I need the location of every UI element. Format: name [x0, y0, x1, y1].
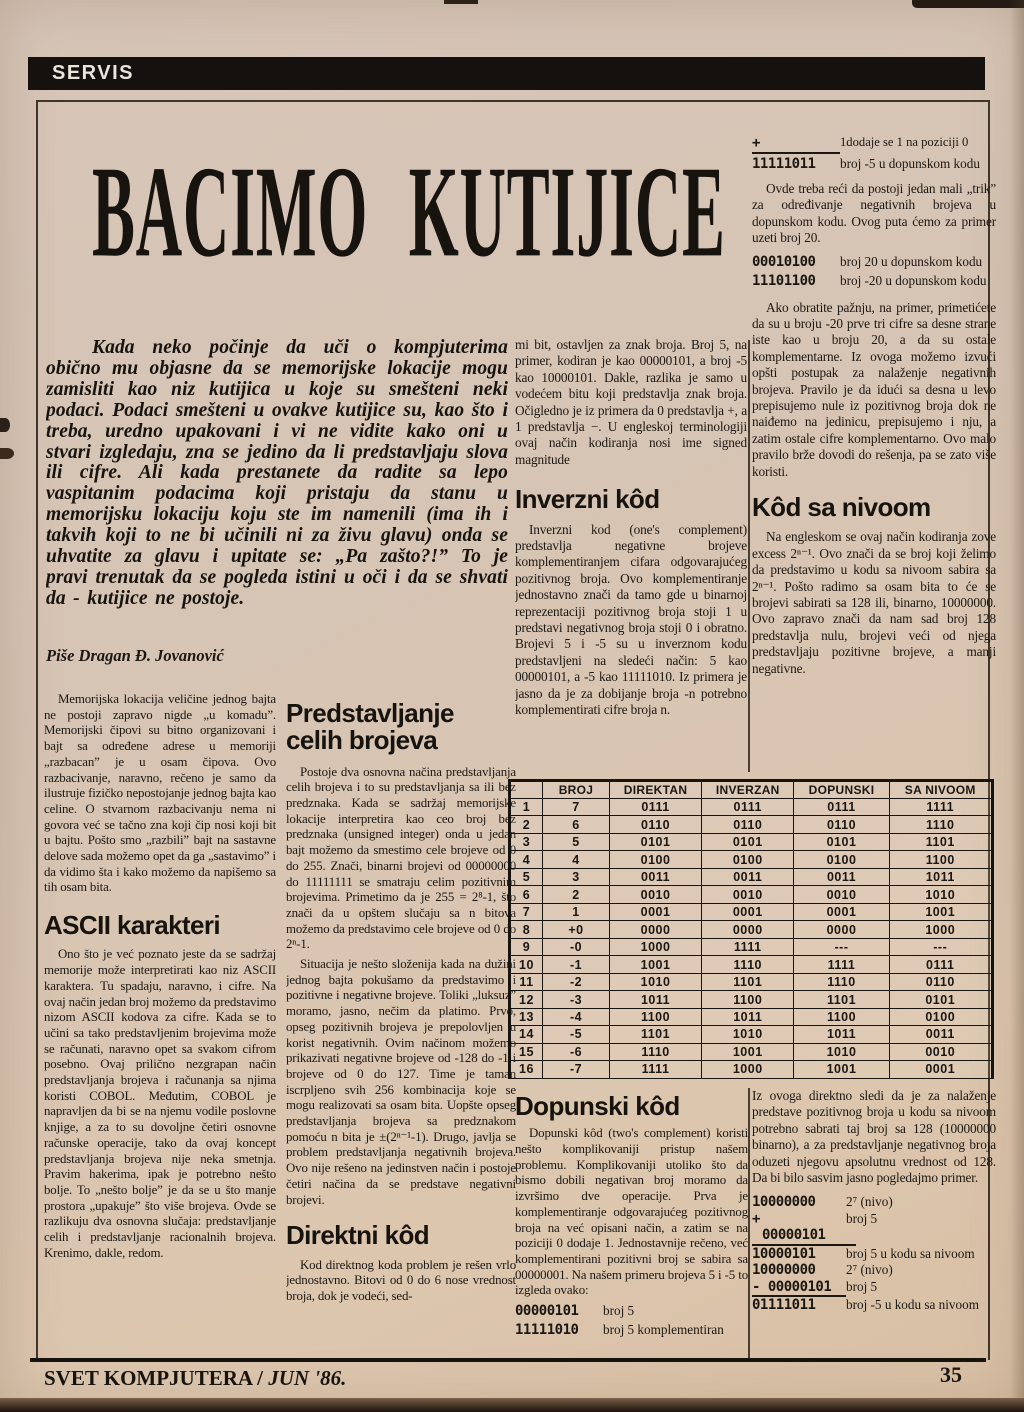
heading-complement-code: Dopunski kôd [515, 1093, 680, 1121]
table-cell: 6 [510, 886, 543, 903]
table-cell: 0011 [889, 1026, 992, 1043]
table-cell: 1111 [702, 938, 794, 955]
table-cell: 1010 [702, 1026, 794, 1043]
table-cell: 3 [510, 833, 543, 850]
table-cell: 0000 [610, 921, 702, 938]
binary-value: 11111010 [515, 1322, 579, 1339]
table-row [510, 938, 993, 955]
table-cell: 1011 [610, 991, 702, 1008]
table-row [510, 833, 993, 850]
table-cell: 1 [510, 798, 543, 815]
column-4 [752, 133, 996, 775]
table-cell: -5 [543, 1026, 610, 1043]
binary-value: + [752, 134, 840, 154]
table-cell [889, 1078, 992, 1079]
table-cell: 2 [543, 886, 610, 903]
paragraph-inverse: Inverzni kod (one's complement) predstavlja negativne brojeve komplementiranjem cifara odgovarajućeg pozitivnog broja. Ovo komplementiranje jednostavno znači da tamo gde u binarnoj reprezentaciji pozitivnog broja stoji 1 u predstavi negativnog broja stoji 0 i obratno. Brojevi 5 i -5 su u inverznom kodu predstavljeni na sledeći način: 5 kao 00000101, a -5 kao 11111010. Iz primera je jasno da je za dobijanje broja -n potrebno komplementirati cifre broja n. [515, 521, 747, 718]
table-cell: 1000 [702, 1061, 794, 1078]
binary-value: + [752, 1210, 760, 1227]
magazine-name: SVET KOMPJUTERA / [44, 1366, 263, 1390]
table-cell: 1001 [794, 1061, 889, 1078]
table-cell: 0011 [610, 868, 702, 885]
table-row [510, 1008, 993, 1025]
code-label: broj -20 u dopunskom kodu [840, 272, 987, 288]
table-cell: 1110 [889, 816, 992, 833]
table-cell: 1001 [702, 1043, 794, 1060]
table-cell: 1000 [610, 938, 702, 955]
table-cell: 0010 [889, 1043, 992, 1060]
article-title: BACIMO KUTIJICE [92, 138, 726, 284]
table-cell: 3 [543, 868, 610, 885]
column-3 [515, 337, 747, 774]
table-cell: +0 [543, 921, 610, 938]
code-line [752, 1262, 996, 1279]
binary-value: 11111011 [752, 156, 816, 172]
table-row [510, 1078, 993, 1079]
heading-inverse-code: Inverzni kôd [515, 484, 660, 515]
code-line [752, 155, 996, 173]
table-cell: -2 [543, 973, 610, 990]
table-cell [610, 1078, 702, 1079]
table-cell: 9 [510, 938, 543, 955]
table-cell: 0110 [610, 816, 702, 833]
table-cell: -7 [543, 1061, 610, 1078]
table-cell: 0010 [794, 886, 889, 903]
table-cell: 15 [510, 1043, 543, 1060]
table-row [510, 921, 993, 938]
table-row [510, 973, 993, 990]
table-cell: 1011 [702, 1008, 794, 1025]
table-row [510, 798, 993, 815]
code-label: broj -5 u dopunskom kodu [840, 156, 980, 171]
table-cell: --- [889, 938, 992, 955]
binary-value: 00000101 [752, 1227, 856, 1246]
column-divider [748, 1088, 750, 1358]
scan-edge-shade [0, 1398, 1024, 1412]
table-cell: 6 [543, 816, 610, 833]
code-label: broj 5 u kodu sa nivoom [846, 1245, 975, 1261]
table-header-cell: BROJ [543, 781, 610, 799]
table-row [510, 903, 993, 920]
binary-value: 00010100 [752, 253, 816, 270]
table-cell: 4 [510, 851, 543, 868]
table-cell: 0101 [702, 833, 794, 850]
table-cell: 0111 [794, 798, 889, 815]
table-header-cell: SA NIVOOM [889, 781, 992, 799]
table-cell: 2 [510, 816, 543, 833]
table-cell: 0010 [702, 886, 794, 903]
heading-ascii: ASCII karakteri [44, 910, 220, 941]
paragraph-rule: Ako obratite pažnju, na primer, primetićete da su u broju -20 prve tri cifre sa desne strane iste kao u broju 20, a da su ostale komplementarne. Iz ovoga možemo izvući opšti postupak za nalaženje negativnih brojeva. Pravilo je da idući sa desna u levo prepisujemo nule iz pozitivnog broja dok ne naiđemo na jedinicu, prepisujemo i nju, a zatim ostale cifre komplementarno. Ovo malo pravilo brže dovodi do rešenja, pa se zato više koristi. [752, 299, 996, 479]
table-cell: 1101 [610, 1026, 702, 1043]
binary-value: 11101100 [752, 272, 816, 289]
paragraph-signed: Situacija je nešto složenija kada na dužini jednog bajta pokušamo da predstavimo i pozitivne i negativne brojeve. Toliki „luksuz” moramo, jasno, nečim da platimo. Prvo, opseg pozitivnih brojeva je prepolovljen u korist negativnih. Ovim načinom možemo prikazivati negativne brojeve od -128 do -1 i brojeve od 0 do 127. Time je taman iscrpljeno svih 256 kombinacija koje se mogu realizovati sa osam bita. Uopšte opseg predstavljanja brojeva sa predznakom pomoću n bita je ±(2ⁿ⁻¹-1). Drugo, javlja se problem predstavljanja negativnih brojeva. Ovo nije rešeno na jedinstven način i postoje četiri načina da se predstave negativni brojevi. [286, 957, 516, 1207]
column-2 [286, 698, 516, 1358]
table-cell: 8 [510, 921, 543, 938]
table-cell: 1101 [889, 833, 992, 850]
code-label: 1dodaje se 1 na poziciji 0 [840, 135, 969, 149]
table-row [510, 886, 993, 903]
code-label: 2⁷ (nivo) [846, 1194, 893, 1210]
table-row [510, 1026, 993, 1043]
table-row [510, 1043, 993, 1060]
heading-excess-code: Kôd sa nivoom [752, 492, 931, 523]
table-cell: 0011 [794, 868, 889, 885]
table-cell: 0101 [610, 833, 702, 850]
section-header-bar [28, 57, 985, 90]
table-cell: 1100 [610, 1008, 702, 1025]
table-cell: 0011 [702, 868, 794, 885]
table-cell: 1 [543, 903, 610, 920]
code-line [752, 1227, 996, 1246]
table-cell: 12 [510, 991, 543, 1008]
paragraph-memory: Memorijska lokacija veličine jednog bajta ne postoji zapravo nigde „u komadu”. Memorijski čipovi su bitno organizovani i bajt sa određene adrese u memoriji „razbacan” je u osam čipova. Ovo razbacivanje, naravno, rečeno je samo da ilustruje fizičko nepostojanje jednog bajta kao celine. O stvarnom razbacivanju nema ni govora već se tačno zna koji čip nosi koji bit u bajtu. Pošto smo „razbili” bajt na sastavne delove sada možemo opet da ga „sastavimo” i da vidimo šta i kako možemo da napišemo sa tih osam bita. [44, 692, 276, 895]
table-cell: 0111 [702, 798, 794, 815]
table-cell: 1010 [889, 886, 992, 903]
paper-tear-mark [0, 448, 14, 459]
table-cell: 4 [543, 851, 610, 868]
footer [44, 1366, 346, 1391]
table-cell: 1100 [889, 851, 992, 868]
table-header-cell: INVERZAN [702, 781, 794, 799]
table-cell: 1111 [610, 1061, 702, 1078]
code-line [515, 1302, 748, 1320]
footer-rule [30, 1358, 986, 1362]
table-cell: 0110 [702, 816, 794, 833]
scan-edge-shade [1010, 0, 1024, 1412]
table-cell: 1011 [794, 1026, 889, 1043]
column-divider [748, 340, 750, 772]
byline: Piše Dragan Đ. Jovanović [46, 648, 224, 665]
table-row [510, 816, 993, 833]
paragraph-ascii: Ono što je već poznato jeste da se sadržaj memorije može interpretirati kao niz ASCII karaktera. Tu spadaju, naravno, i cifre. Na ovaj način jedan broj možemo da predstavimo nizom ASCII kodova za cifre. Kada se to učini sa tako predstavljenim brojevima može se računati, naravno opet sa svakom cifrom posebno. Ovaj prilično nezgrapan način predstavljanja brojeva i računanja sa njima koristi COBOL. Međutim, COBOL je napravljen da bi se na njemu vodile poslovne knjige, a za to su dovoljne četiri osnovne računske operacije, tako da ovaj koncept predstavljanja brojeva nije neka smetnja. Pravim hakerima, ipak je potrebno nešto bolje. To „nešto bolje” je da se u što manje prostora „upakuje” što više brojeva. Ovde se razlikuju dva osnovna slučaja: predstavljanje celih i predstavljanje racionalnih brojeva. Krenimo, dakle, redom. [44, 947, 276, 1260]
table-cell: 10 [510, 956, 543, 973]
table-cell: 5 [543, 833, 610, 850]
table-cell: 1110 [702, 956, 794, 973]
code-line [752, 1246, 996, 1263]
code-label: broj 20 u dopunskom kodu [840, 253, 983, 269]
paragraph-excess: Na engleskom se ovaj način kodiranja zove excess 2ⁿ⁻¹. Ovo znači da se broj koji želimo da predstavimo u kodu sa nivoom sabira sa 2ⁿ⁻¹. Pošto radimo sa osam bita to će se brojevi sabirati sa 128 ili, binarno, 10000000. Ovo zapravo znači da nam sad broj 128 predstavlja nulu, brojevi veći od njega predstavljaju pozitivne brojeve, a manji negativne. [752, 529, 996, 676]
code-line [752, 1279, 996, 1298]
binary-value: - 00000101 [752, 1279, 846, 1298]
table-cell: 14 [510, 1026, 543, 1043]
code-line [752, 253, 996, 271]
table-cell: 0101 [794, 833, 889, 850]
table-cell: 0001 [794, 903, 889, 920]
code-line [515, 1321, 748, 1339]
binary-value: 10000000 [752, 1262, 816, 1279]
table-cell: 1111 [794, 956, 889, 973]
table-cell: 0001 [610, 903, 702, 920]
code-label: broj 5 komplementiran [603, 1322, 724, 1338]
table-cell: 1111 [889, 798, 992, 815]
table-cell: 1001 [610, 956, 702, 973]
heading-direct-code: Direktni kôd [286, 1220, 430, 1251]
table-cell: 1100 [702, 991, 794, 1008]
code-label: broj 5 [846, 1278, 878, 1294]
table-cell: 1011 [889, 868, 992, 885]
code-line [752, 1194, 996, 1211]
table-cell: 0100 [889, 1008, 992, 1025]
scan-edge-artifact [444, 0, 478, 4]
table-cell: 0101 [889, 991, 992, 1008]
table-cell: -0 [543, 938, 610, 955]
table-cell: -3 [543, 991, 610, 1008]
table-cell: 0100 [794, 851, 889, 868]
paragraph-trick: Ovde treba reći da postoji jedan mali „trik” za određivanje negativnih brojeva u dopunskom kodu. Ovog puta ćemo za primer uzeti broj 20. [752, 181, 996, 246]
paragraph-sign-bit: mi bit, ostavljen za znak broja. Broj 5, na primer, kodiran je kao 00000101, a broj -5 kao 10000101. Dakle, razlika je samo u vodećem bitu koji predstavlja znak broja. Očigledno je iz primera da 0 predstavlja +, a 1 predstavlja −. U engleskoj terminologiji ovaj način kodiranja nosi ime signed magnitude [515, 337, 747, 467]
table-cell: 0111 [889, 956, 992, 973]
table-cell: 7 [510, 903, 543, 920]
code-line [752, 134, 996, 154]
table-cell: 0010 [610, 886, 702, 903]
code-label: 2⁷ (nivo) [846, 1262, 893, 1278]
table-cell: 1010 [794, 1043, 889, 1060]
table-cell: 5 [510, 868, 543, 885]
paragraph-complement: Dopunski kôd (two's complement) koristi nešto komplikovaniji pristup našem problemu. Komplikovaniji utoliko što da bismo dobili negativan broj moramo da izvršimo dve operacije. Prva je komplementiranje odgovarajućeg pozitivnog broja na već opisani način, a zatim se na poziciji 0 dodaje 1. Jednostavnije rečeno, već komplementirani pozitivni broj se sabira sa 00000001. Na našem primeru brojeva 5 i -5 to izgleda ovako: [515, 1126, 748, 1298]
heading-integers: Predstavljanje celih brojeva [286, 698, 454, 756]
table-cell: 1001 [889, 903, 992, 920]
table-cell: 11 [510, 973, 543, 990]
table-cell: 1101 [702, 973, 794, 990]
table-header-cell [510, 781, 543, 799]
table-cell [794, 1078, 889, 1079]
table-row [510, 868, 993, 885]
binary-value: 10000000 [752, 1194, 816, 1211]
table-cell: 0001 [702, 903, 794, 920]
table-cell: 16 [510, 1061, 543, 1078]
table-cell: 0111 [610, 798, 702, 815]
column-1 [44, 692, 276, 1358]
code-label: broj -5 u kodu sa nivoom [846, 1297, 979, 1313]
table-header-cell: DIREKTAN [610, 781, 702, 799]
table-cell: -4 [543, 1008, 610, 1025]
paper-tear-mark [0, 418, 10, 432]
table-cell [702, 1078, 794, 1079]
table-cell: 0001 [889, 1061, 992, 1078]
table-cell: 0110 [794, 816, 889, 833]
table-cell: --- [794, 938, 889, 955]
paragraph-excess-2: Iz ovoga direktno sledi da je za nalaženje predstave pozitivnog broja u kodu sa nivoom potrebno sabrati taj broj sa 128 (10000000 binarno), a za predstavljanje negativnog broja oduzeti njegovu apsolutnu vrednost od 128. Da bi bilo sasvim jasno pogledajmo primer. [752, 1088, 996, 1186]
paragraph-unsigned: Postoje dva osnovna načina predstavljanja celih brojeva i to su predstavljanja sa ili bez predznaka. Kada se sadržaj memorijske lokacije interpretira kao ceo broj bez predznaka (unsigned integer) onda u jedan bajt možemo da smestimo cele brojeve od 0 do 255. Znači, binarni brojevi od 00000000 do 11111111 se smatraju celim pozitivnim brojevima. Primetimo da je 255 = 2⁸-1, što znači da u opštem slučaju sa n bitova možemo da predstavimo cele brojeve od 0 do 2ⁿ-1. [286, 764, 516, 952]
binary-value: 10000101 [752, 1245, 816, 1262]
table-cell [543, 1078, 610, 1079]
scan-edge-artifact [912, 0, 1024, 8]
code-line [752, 1297, 996, 1314]
table-row [510, 956, 993, 973]
column-4-lower [752, 1088, 996, 1360]
table-cell: 7 [543, 798, 610, 815]
table-cell: -1 [543, 956, 610, 973]
table-cell: 0000 [794, 921, 889, 938]
table-cell: 0100 [610, 851, 702, 868]
issue-date: JUN '86. [262, 1366, 347, 1390]
table-cell: 1010 [610, 973, 702, 990]
column-3-lower [515, 1093, 748, 1359]
table-cell [510, 1078, 543, 1079]
table-cell: -6 [543, 1043, 610, 1060]
table-cell: 1101 [794, 991, 889, 1008]
paragraph-direct: Kod direktnog koda problem je rešen vrlo jednostavno. Bitovi od 0 do 6 nose vrednost broja, dok je vodeći, sed- [286, 1257, 516, 1303]
table-header-row [510, 781, 993, 799]
page-number: 35 [940, 1362, 962, 1387]
table-cell: 1110 [794, 973, 889, 990]
code-line [752, 272, 996, 290]
table-row [510, 1061, 993, 1078]
table-cell: 0000 [702, 921, 794, 938]
code-line [752, 1211, 996, 1228]
table-cell: 1000 [889, 921, 992, 938]
conversion-table [508, 779, 994, 1079]
code-label: broj 5 [603, 1303, 635, 1319]
table-cell: 13 [510, 1008, 543, 1025]
intro-paragraph: Kada neko počinje da uči o kompjuterima obično mu objasne da se memorijske lokacije mogu zamisliti kao niz kutijica u koje su smešteni neki podaci. Podaci smešteni u ovakve kutijice su, kao što i treba, uredno upakovani i vi ne vidite kako oni u stvari izgledaju, zna se jedino da li predstavljaju slova ili cifre. Ali kada prestanete da radite sa lepo vaspitanim podacima koji pristaju da stanu u memorijsku lokaciju koju ste im namenili (ima ih i takvih koji to ne bi učinili ni za živu glavu) onda se uhvatite za glavu i upitate se: „Pa zašto?!” To je pravi trenutak da se pogleda istini u oči i da se shvati da - kutijice ne postoje. [46, 338, 508, 609]
binary-value: 00000101 [515, 1303, 579, 1320]
binary-value: 01111011 [752, 1297, 816, 1314]
table-cell: 1100 [794, 1008, 889, 1025]
code-label: broj 5 [846, 1210, 878, 1226]
table-cell: 0100 [702, 851, 794, 868]
section-label: SERVIS [52, 62, 134, 84]
table-row [510, 851, 993, 868]
table-row [510, 991, 993, 1008]
table-cell: 1110 [610, 1043, 702, 1060]
table-header-cell: DOPUNSKI [794, 781, 889, 799]
table-cell: 0110 [889, 973, 992, 990]
